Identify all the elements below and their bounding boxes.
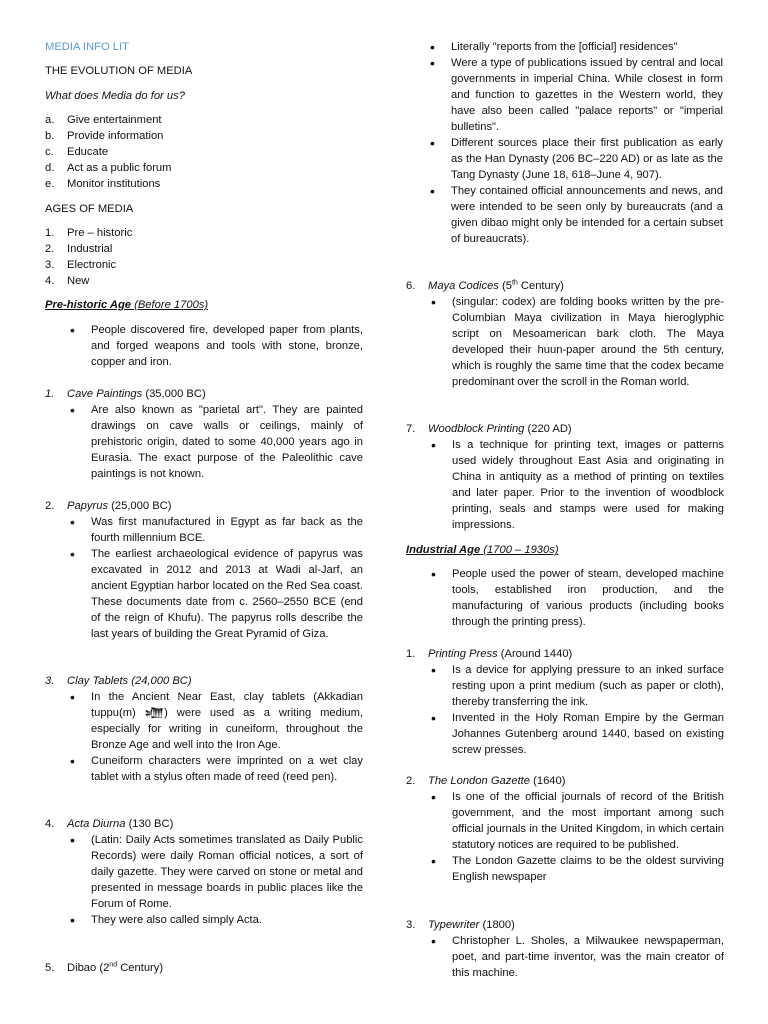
cave-paintings-section (45, 386, 363, 482)
list-item: a. Give entertainment (45, 114, 162, 126)
dibao-heading: 5. Dibao (2nd Century) (45, 961, 164, 974)
clay-tablets-heading: 3. Clay Tablets (24,000 BC) (45, 675, 192, 687)
list-item: 2. Industrial (45, 243, 113, 255)
typewriter-section (406, 917, 724, 981)
list-item: 1. Pre – historic (45, 227, 133, 239)
list-item: • Were a type of publications issued by central and local governments in imperial China. While closest in form and function to gazettes in the Western world, they have also been called "palace reports" or "imperial bulletins". (405, 55, 723, 135)
industrial-heading: Industrial Age (1700 – 1930s) (406, 544, 559, 556)
list-item: • Are also known as "parietal art". They are painted drawings on cave walls or ceilings, mainly of prehistoric origin, dated to some 40,000 years ago in Eurasia. The exact purpose of the Paleolithic cave paintings is not known. (45, 402, 363, 482)
list-item: d. Act as a public forum (45, 162, 172, 174)
maya-codices-bullets (406, 294, 724, 390)
prehistoric-intro (45, 322, 363, 370)
list-item: • People discovered fire, developed paper from plants, and forged weapons and tools with stone, bronze, copper and iron. (45, 322, 363, 370)
list-item: • Literally "reports from the [official] residences" (405, 39, 723, 55)
header-label: MEDIA INFO LIT (45, 41, 129, 53)
ages-heading: AGES OF MEDIA (45, 203, 134, 215)
list-item: e. Monitor institutions (45, 178, 161, 190)
typewriter-heading: 3. Typewriter (1800) (406, 919, 515, 931)
section-question: What does Media do for us? (45, 90, 185, 102)
list-item: 3. Electronic (45, 259, 117, 271)
cave-paintings-heading: 1. Cave Paintings (35,000 BC) (45, 388, 206, 400)
list-item: 4. New (45, 275, 90, 287)
papyrus-section (45, 498, 363, 642)
printing-press-section (406, 646, 724, 758)
page-title: THE EVOLUTION OF MEDIA (45, 65, 193, 77)
list-item: • (Latin: Daily Acts sometimes translated as Daily Public Records) were daily Roman official notices, a sort of daily gazette. They were carved on stone or metal and presented in message boards in public places like the Forum of Rome. (45, 832, 363, 912)
london-gazette-bullets (406, 789, 724, 885)
printing-press-heading: 1. Printing Press (Around 1440) (406, 648, 573, 660)
industrial-intro (406, 566, 724, 630)
list-item: • Christopher L. Sholes, a Milwaukee newspaperman, poet, and part-time inventor, was the main creator of this machine. (406, 933, 724, 981)
list-item: • Cuneiform characters were imprinted on a wet clay tablet with a stylus often made of reed (reed pen). (45, 753, 363, 785)
list-item: • Different sources place their first publication as early as the Han Dynasty (206 BC–220 AD) or as late as the Tang Dynasty (June 18, 618–June 4, 907). (405, 135, 723, 183)
list-item: • People used the power of steam, developed machine tools, established iron production, and the manufacturing of various products (including books through the printing press). (406, 566, 724, 630)
list-item: • (singular: codex) are folding books written by the pre-Columbian Maya civilization in Maya hieroglyphic script on Mesoamerican bark cloth. The Maya developed their huun-paper around the 5th century, which is roughly the same time that the codex became predominant over the scroll in the Roman world. (406, 294, 724, 390)
prehistoric-heading: Pre-historic Age (Before 1700s) (45, 299, 209, 311)
papyrus-bullets (45, 514, 363, 642)
acta-diurna-heading: 4. Acta Diurna (130 BC) (45, 818, 174, 830)
list-item: • Is a device for applying pressure to an inked surface resting upon a print medium (such as paper or cloth), thereby transferring the ink. (406, 662, 724, 710)
ages-list (45, 225, 363, 289)
list-item: b. Provide information (45, 130, 164, 142)
list-item: • They were also called simply Acta. (45, 912, 363, 928)
acta-diurna-bullets (45, 832, 363, 928)
papyrus-heading: 2. Papyrus (25,000 BC) (45, 500, 172, 512)
acta-diurna-section (45, 816, 363, 928)
list-item: • They contained official announcements and news, and were intended to be seen only by bureaucrats (and a given dibao might only be intended for a certain subset of bureaucrats). (405, 183, 723, 247)
woodblock-bullets (406, 437, 724, 533)
roles-list (45, 112, 363, 192)
list-item: • The earliest archaeological evidence of papyrus was excavated in 2012 and 2013 at Wadi al-Jarf, an ancient Egyptian harbor located on the Red Sea coast. These documents date from c. 2560–2550 BCE (end of the reign of Khufu). The papyrus rolls describe the last years of building the Great Pyramid of Giza. (45, 546, 363, 642)
list-item: • The London Gazette claims to be the oldest surviving English newspaper (406, 853, 724, 885)
list-item: • Is one of the official journals of record of the British government, and the most important among such official journals in the United Kingdom, in which certain statutory notices are required to be published. (406, 789, 724, 853)
printing-press-bullets (406, 662, 724, 758)
clay-tablets-section (45, 673, 363, 785)
dibao-bullets (405, 39, 723, 247)
london-gazette-heading: 2. The London Gazette (1640) (406, 775, 566, 787)
woodblock-section (406, 421, 724, 533)
cave-paintings-bullets (45, 402, 363, 482)
typewriter-bullets (406, 933, 724, 981)
maya-codices-section (406, 278, 724, 390)
list-item: • Invented in the Holy Roman Empire by the German Johannes Gutenberg around 1440, based on existing screw presses. (406, 710, 724, 758)
list-item: • In the Ancient Near East, clay tablets (Akkadian ṭuppu(m) 𒁾) were used as a writing medium, especially for writing in cuneiform, throughout the Bronze Age and well into the Iron Age. (45, 689, 363, 753)
list-item: • Was first manufactured in Egypt as far back as the fourth millennium BCE. (45, 514, 363, 546)
london-gazette-section (406, 773, 724, 885)
list-item: c. Educate (45, 146, 109, 158)
woodblock-heading: 7. Woodblock Printing (220 AD) (406, 423, 572, 435)
list-item: • Is a technique for printing text, images or patterns used widely throughout East Asia and originating in China in antiquity as a method of printing on textiles and later paper. Prior to the invention of woodblock printing, seals and stamps were used for making impressions. (406, 437, 724, 533)
clay-tablets-bullets (45, 689, 363, 785)
left-column (45, 0, 363, 974)
maya-codices-heading: 6. Maya Codices (5th Century) (406, 279, 564, 292)
